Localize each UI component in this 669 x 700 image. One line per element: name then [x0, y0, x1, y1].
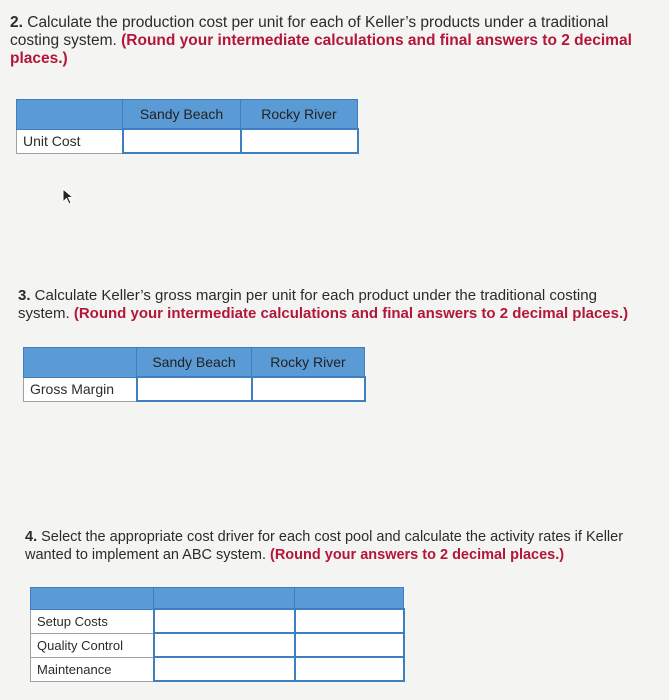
gross-margin-table [23, 347, 366, 402]
header-rocky-river: Rocky River [241, 100, 358, 130]
table-row [31, 633, 404, 657]
header-sandy-beach: Sandy Beach [123, 100, 241, 130]
table-row [31, 657, 404, 681]
setup-costs-rate-cell[interactable] [295, 609, 404, 633]
quality-control-driver-cell[interactable] [154, 633, 295, 657]
row-label-gross-margin: Gross Margin [24, 377, 137, 401]
quality-control-rate-input[interactable] [296, 634, 403, 656]
table-row [31, 609, 404, 633]
question-4 [25, 528, 645, 564]
row-label-unit-cost: Unit Cost [17, 129, 123, 153]
row-label-setup-costs: Setup Costs [31, 609, 154, 633]
quality-control-driver-input[interactable] [155, 634, 294, 656]
header-blank-1 [31, 588, 154, 610]
maintenance-driver-input[interactable] [155, 658, 294, 680]
question-4-number: 4. [25, 529, 38, 545]
header-rocky-river: Rocky River [252, 348, 365, 378]
table-row [24, 377, 365, 401]
header-blank-3 [295, 588, 404, 610]
header-blank-2 [154, 588, 295, 610]
row-label-maintenance: Maintenance [31, 657, 154, 681]
setup-costs-rate-input[interactable] [296, 610, 403, 632]
activity-rates-table [30, 587, 405, 682]
table-header-row [31, 588, 404, 610]
question-3-instruction: (Round your intermediate calculations and final answers to 2 decimal places.) [73, 305, 629, 322]
row-label-quality-control: Quality Control [31, 633, 154, 657]
question-2-number: 2. [10, 14, 23, 31]
unit-cost-rocky-river-input[interactable] [242, 130, 357, 152]
gross-margin-sandy-beach-input[interactable] [138, 378, 251, 400]
unit-cost-sandy-beach-input[interactable] [124, 130, 240, 152]
table-header-row [24, 348, 365, 378]
table-row [17, 129, 358, 153]
question-4-text: Select the appropriate cost driver for each cost pool and calculate the activity rates if Keller wanted to implement an ABC system. [25, 529, 624, 563]
unit-cost-rocky-river-cell[interactable] [241, 129, 358, 153]
question-4-instruction: (Round your answers to 2 decimal places.) [270, 547, 565, 563]
setup-costs-driver-input[interactable] [155, 610, 294, 632]
maintenance-rate-cell[interactable] [295, 657, 404, 681]
question-3 [18, 287, 648, 323]
unit-cost-sandy-beach-cell[interactable] [123, 129, 241, 153]
header-blank [24, 348, 137, 378]
gross-margin-rocky-river-input[interactable] [253, 378, 364, 400]
maintenance-rate-input[interactable] [296, 658, 403, 680]
maintenance-driver-cell[interactable] [154, 657, 295, 681]
header-sandy-beach: Sandy Beach [137, 348, 252, 378]
gross-margin-rocky-river-cell[interactable] [252, 377, 365, 401]
question-2-text: Calculate the production cost per unit for each of Keller’s products under a traditional costing system. [10, 14, 609, 49]
question-2-instruction: (Round your intermediate calculations and final answers to 2 decimal places.) [10, 32, 632, 67]
question-3-number: 3. [18, 287, 31, 304]
header-blank [17, 100, 123, 130]
table-header-row [17, 100, 358, 130]
gross-margin-sandy-beach-cell[interactable] [137, 377, 252, 401]
mouse-pointer-icon [62, 188, 76, 206]
unit-cost-table [16, 99, 359, 154]
quality-control-rate-cell[interactable] [295, 633, 404, 657]
question-3-text: Calculate Keller’s gross margin per unit for each product under the traditional costing system. [18, 287, 597, 322]
setup-costs-driver-cell[interactable] [154, 609, 295, 633]
question-2 [10, 14, 655, 68]
